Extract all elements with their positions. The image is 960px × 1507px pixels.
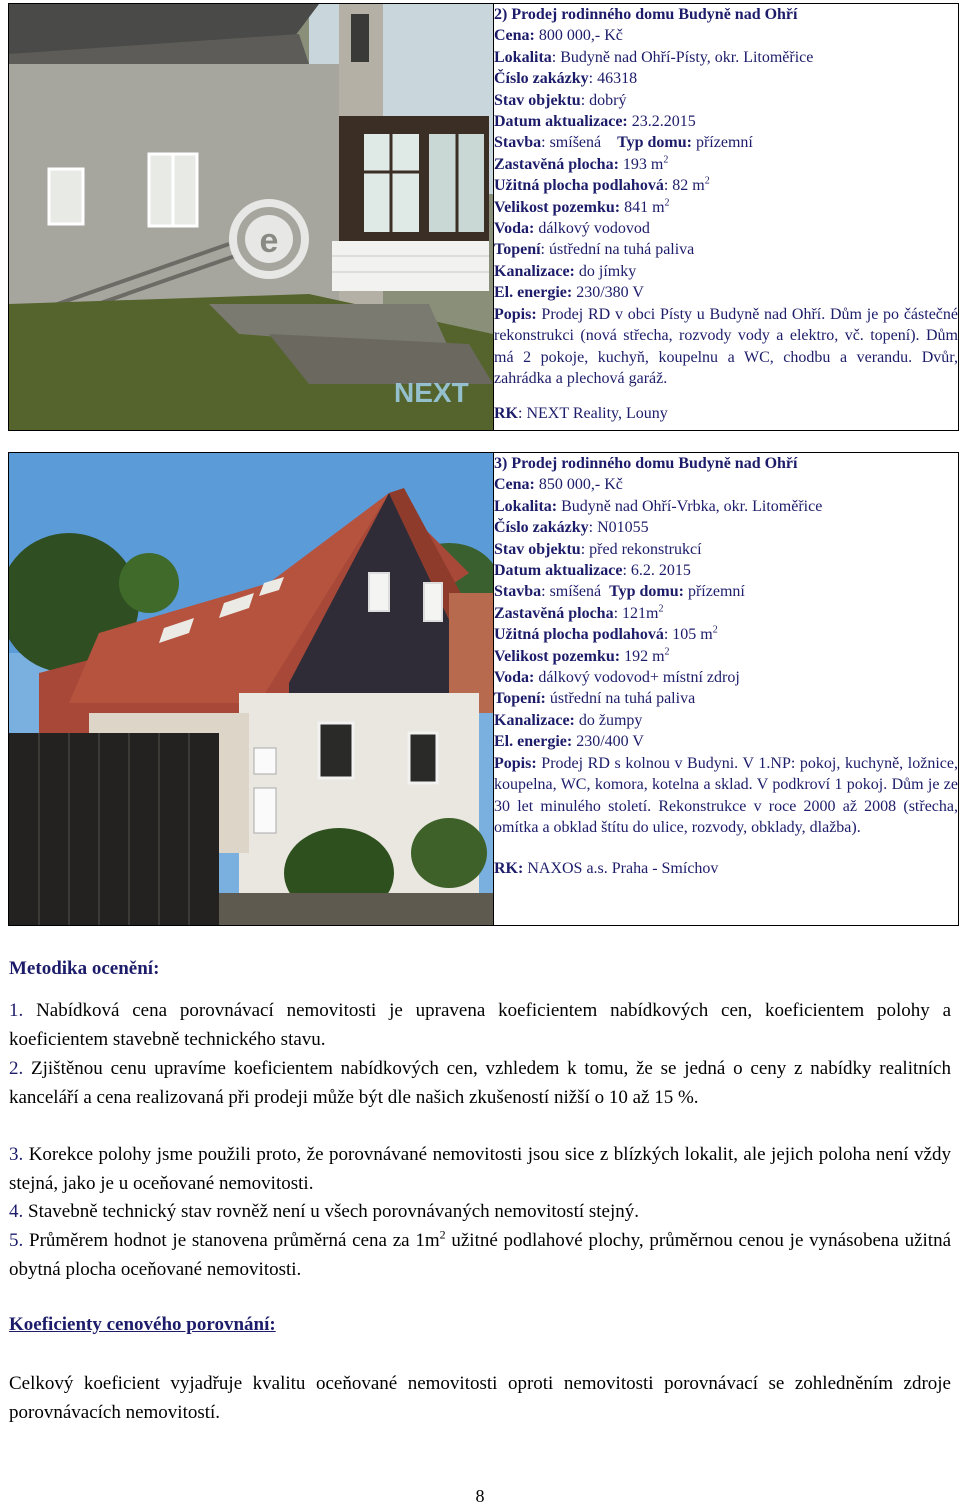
listing-2-info: [494, 4, 959, 431]
methodology-item-5: 5. Průměrem hodnot je stanovena průměrná cena za $1m^2$ užitné podlahové plochy, průměrnou cenou je vynásobena užitná obytná plocha oceňované nemovitosti.: [9, 1227, 951, 1280]
listing-3-updated: Datum aktualizace: 6.2. 2015: [494, 562, 691, 580]
coefficients-text: Celkový koeficient vyjadřuje kvalitu oceňované nemovitosti oproti nemovitosti porovnávací se zohledněním zdroje porovnávacích nemovitostí.: [9, 1373, 951, 1423]
listing-2-order-number: Číslo zakázky: 46318: [494, 70, 638, 88]
listing-2-description: Popis: Prodej RD v obci Písty u Budyně nad Ohří. Dům je po částečné rekonstrukci (nová střecha, rozvody vody a elektro, vč. topení). Dům má 2 pokoje, kuchyň, koupelnu a WC, chodbu a verandu. Dvůr, zahrádka a plechová garáž.: [494, 305, 958, 387]
listing-3-price: Cena: 850 000,- Kč: [494, 476, 623, 494]
listing-3-water: Voda: dálkový vodovod+ místní zdroj: [494, 669, 740, 687]
listing-2-water: Voda: dálkový vodovod: [494, 220, 650, 238]
listing-2-plot-size: Velikost pozemku: 841 $m^2$: [494, 197, 670, 216]
listing-2-electricity: El. energie: 230/380 V: [494, 284, 644, 302]
methodology-item-4: 4. Stavebně technický stav rovněž není u všech porovnávaných nemovitostí stejný.: [9, 1201, 640, 1222]
listing-3-agency: RK: NAXOS a.s. Praha - Smíchov: [494, 860, 719, 878]
svg-text:e: e: [259, 222, 279, 260]
listing-3-description: Popis: Prodej RD s kolnou v Budyni. V 1.NP: pokoj, kuchyně, ložnice, koupelna, WC, komora, kotelna a sklad. V podkroví 1 pokoj. Dům je ze 30 let minulého století. Rekonstrukce v roce 2000 až 2008 (střecha, omítka a obklad štítu do ulice, rozvody, obklady, dlažba).: [494, 754, 958, 836]
listing-3-heading: 3) Prodej rodinného domu Budyně nad Ohří: [494, 455, 798, 472]
listing-2-condition: Stav objektu: dobrý: [494, 91, 627, 109]
listing-2-built-area: Zastavěná plocha: 193 $m^2$: [494, 154, 669, 173]
listing-3-electricity: El. energie: 230/400 V: [494, 733, 644, 751]
listing-3-usable-area: Užitná plocha podlahová: 105 $m^2$: [494, 624, 718, 644]
listing-2-photo-cell: [9, 4, 494, 431]
listing-2-agency: RK: NEXT Reality, Louny: [494, 405, 668, 423]
page-number: 8: [475, 1486, 485, 1506]
brand-watermark: NEXT: [394, 377, 469, 408]
listing-3-plot-size: Velikost pozemku: 192 $m^2$: [494, 646, 670, 665]
listing-2-sewer: Kanalizace: do jímky: [494, 262, 637, 280]
listing-2-heating: Topení: ústřední na tuhá paliva: [494, 241, 695, 259]
house-photo-2: [9, 4, 493, 430]
coefficients-title: Koeficienty cenového porovnání:: [9, 1314, 276, 1335]
listing-2-heading: 2) Prodej rodinného domu Budyně nad Ohří: [494, 6, 798, 23]
listing-2-construction: Stavba: smíšená Typ domu: přízemní: [494, 134, 753, 152]
methodology-item-2: 2. Zjištěnou cenu upravíme koeficientem nabídkových cen, vzhledem k tomu, že se jedná o ceny z nabídky realitních kanceláří a cena realizovaná při prodeji může být dle našich zkušeností nižší o 10 až 15 %.: [9, 1058, 951, 1108]
listing-3-condition: Stav objektu: před rekonstrukcí: [494, 540, 702, 558]
methodology-item-1: 1. Nabídková cena porovnávací nemovitosti je upravena koeficientem nabídkových cen, koeficientem polohy a koeficientem stavebně technického stavu.: [9, 1000, 951, 1050]
listing-3-built-area: Zastavěná plocha: $121m^2$: [494, 603, 664, 622]
listing-2-table: [8, 3, 959, 431]
house-photo-3: [9, 453, 493, 925]
listing-3-photo-cell: [9, 453, 494, 926]
listing-3-location: Lokalita: Budyně nad Ohří-Vrbka, okr. Litoměřice: [494, 497, 823, 515]
listing-3-sewer: Kanalizace: do žumpy: [494, 711, 643, 729]
methodology-item-3: 3. Korekce polohy jsme použili proto, že porovnávané nemovitosti jsou sice z blízkých lokalit, ale jejich poloha není vždy stejná, jako je u oceňované nemovitosti.: [9, 1144, 951, 1194]
listing-2-location: Lokalita: Budyně nad Ohří-Písty, okr. Litoměřice: [494, 48, 814, 66]
methodology-title: Metodika ocenění:: [9, 958, 160, 979]
listing-3-info: [494, 453, 959, 926]
listing-2-updated: Datum aktualizace: 23.2.2015: [494, 113, 696, 131]
listing-3-order-number: Číslo zakázky: N01055: [494, 519, 649, 537]
listing-3-heating: Topení: ústřední na tuhá paliva: [494, 690, 696, 708]
listing-3-table: [8, 452, 959, 926]
listing-2-price: Cena: 800 000,- Kč: [494, 27, 623, 45]
listing-2-usable-area: Užitná plocha podlahová: 82 $m^2$: [494, 175, 710, 195]
listing-3-construction: Stavba: smíšená Typ domu: přízemní: [494, 583, 745, 601]
